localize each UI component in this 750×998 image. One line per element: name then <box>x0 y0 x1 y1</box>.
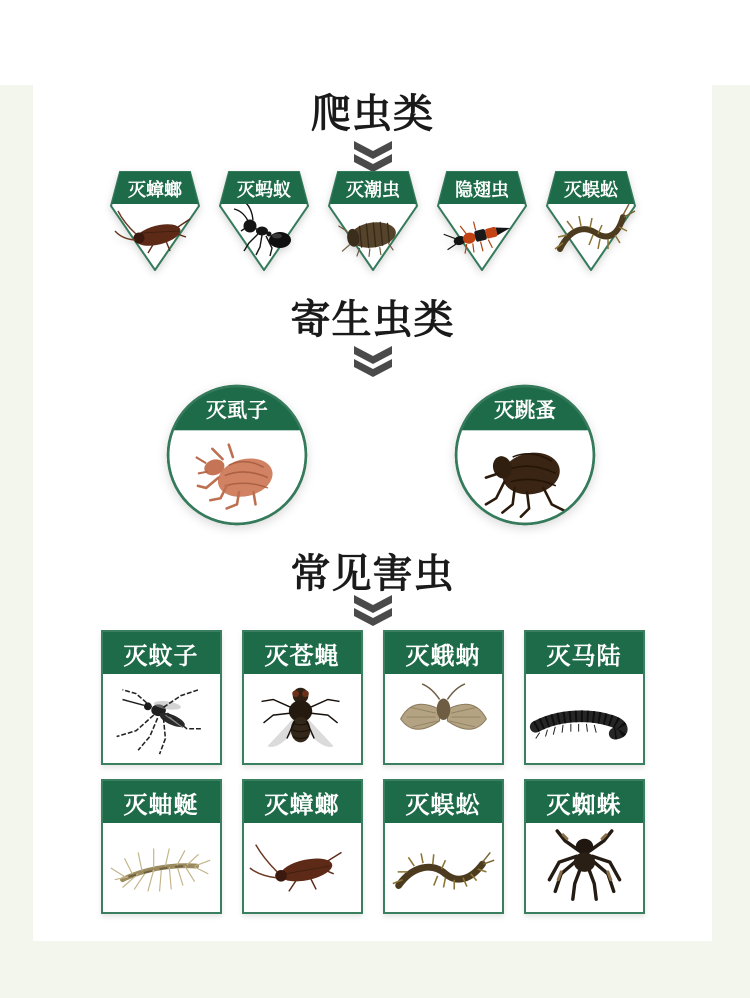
centipede-icon <box>392 852 493 889</box>
chevron-down-icon <box>350 346 396 378</box>
house-centipede-icon <box>110 848 209 891</box>
badge-label: 隐翅虫 <box>454 180 509 200</box>
moth-fly-icon <box>400 683 486 728</box>
pest-card-centipede <box>383 779 504 914</box>
pest-card-mosquito <box>101 630 222 765</box>
card-label: 灭蚰蜒 <box>103 781 220 823</box>
badge-label: 灭蟑螂 <box>127 180 182 200</box>
cockroach-icon <box>249 844 341 891</box>
card-label: 灭蜈蚣 <box>385 781 502 823</box>
chevron-down-icon <box>350 595 396 627</box>
pest-badge-centipede <box>546 171 636 271</box>
mosquito-icon <box>116 689 202 753</box>
pest-badge-louse <box>165 383 309 527</box>
pest-card-fly <box>242 630 363 765</box>
circle-badge-row <box>165 383 597 527</box>
section-title-common-pests: 常见害虫 <box>290 552 455 596</box>
pest-card-moth-fly <box>383 630 504 765</box>
pest-badge-rove-beetle <box>437 171 527 271</box>
pest-badge-cockroach <box>110 171 200 271</box>
badge-label: 灭蚂蚁 <box>236 180 291 200</box>
card-label: 灭蚊子 <box>103 632 220 674</box>
pest-card-cockroach <box>242 779 363 914</box>
badge-label: 灭跳蚤 <box>494 398 556 422</box>
card-label: 灭蛾蚋 <box>385 632 502 674</box>
content-area <box>33 85 712 941</box>
badge-label: 灭虱子 <box>206 398 268 422</box>
pest-badge-ant <box>219 171 309 271</box>
millipede-icon <box>535 716 621 738</box>
fly-icon <box>261 687 339 746</box>
chevron-down-icon <box>350 141 396 173</box>
card-label: 灭马陆 <box>526 632 643 674</box>
badge-label: 灭蜈蚣 <box>563 180 618 200</box>
pest-card-grid <box>33 630 712 914</box>
section-title-crawlers: 爬虫类 <box>311 92 434 136</box>
badge-label: 灭潮虫 <box>345 180 400 200</box>
pest-badge-pillbug <box>328 171 418 271</box>
card-label: 灭蟑螂 <box>244 781 361 823</box>
pest-card-spider <box>524 779 645 914</box>
card-label: 灭蜘蛛 <box>526 781 643 823</box>
section-title-parasites: 寄生虫类 <box>290 298 455 342</box>
pest-card-millipede <box>524 630 645 765</box>
pest-card-house-centipede <box>101 779 222 914</box>
pest-badge-flea <box>453 383 597 527</box>
pentagon-badge-row <box>33 171 712 271</box>
card-label: 灭苍蝇 <box>244 632 361 674</box>
spider-icon <box>549 830 619 898</box>
